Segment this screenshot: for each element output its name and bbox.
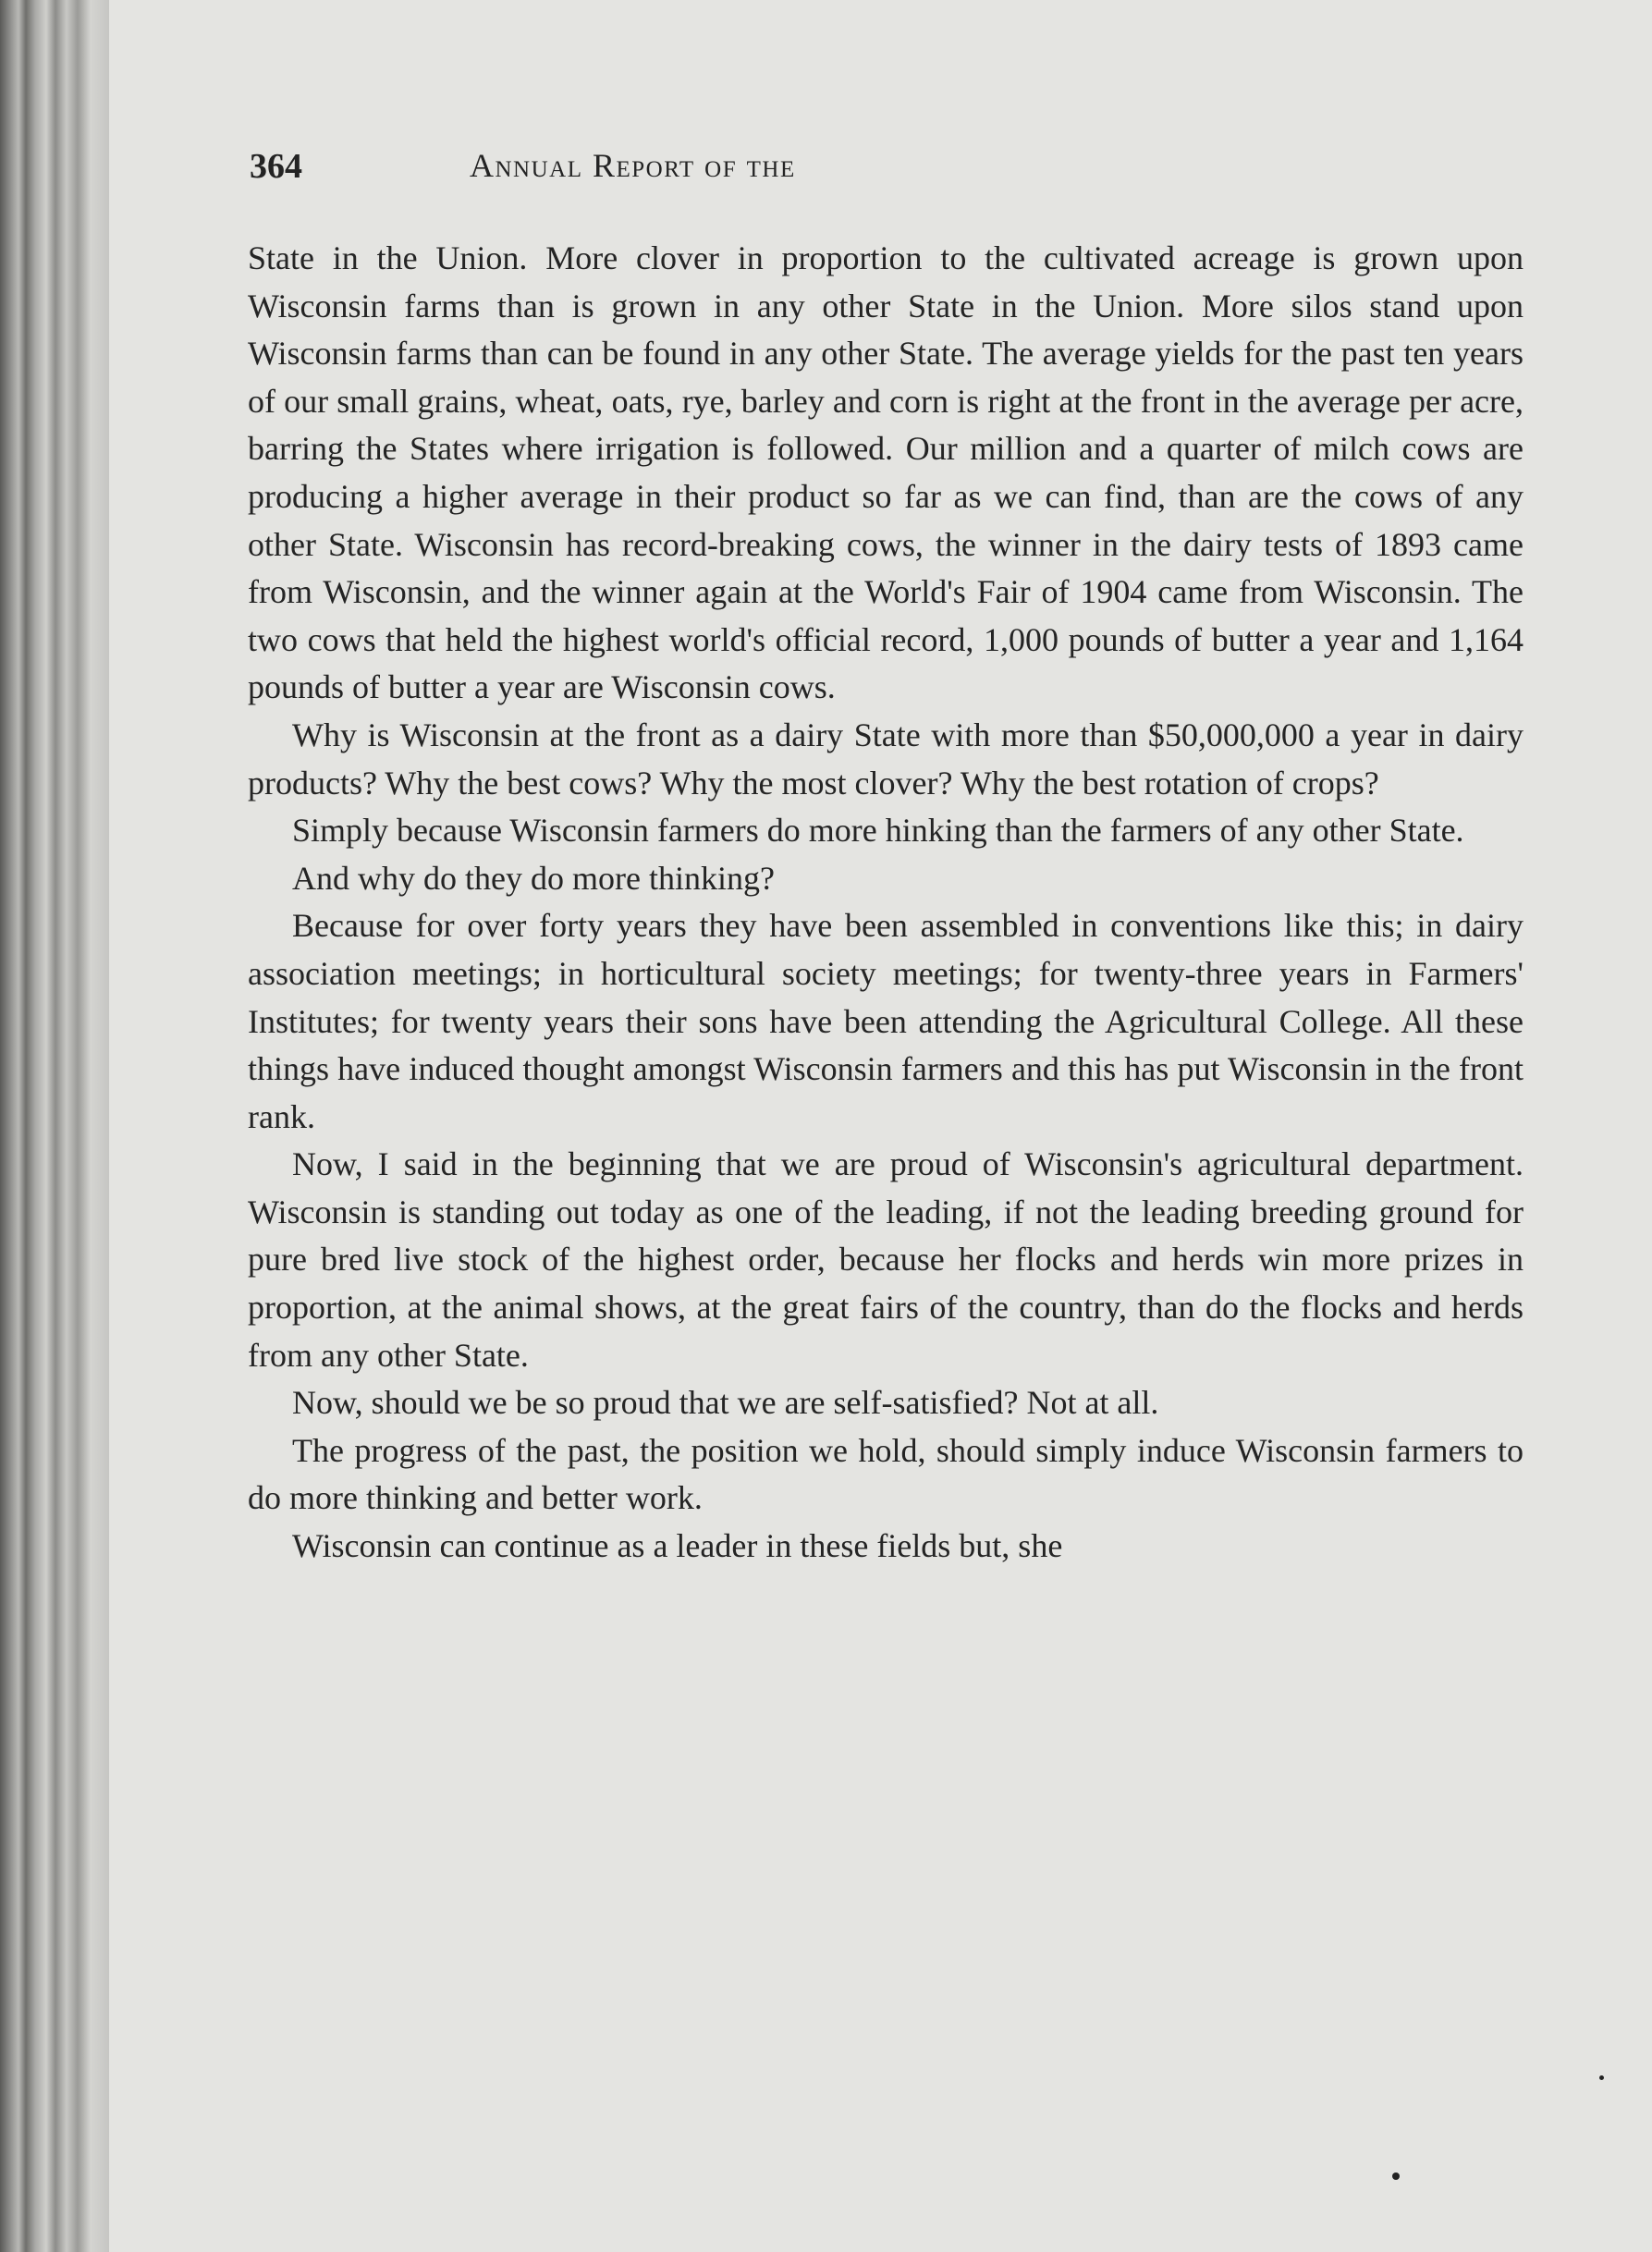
running-title: Annual Report of the — [470, 147, 796, 184]
ink-speck — [1392, 2172, 1400, 2180]
ink-speck — [1599, 2075, 1604, 2080]
paragraph-1: State in the Union. More clover in proportion to the cultivated acreage is grown upon Wisconsin farms than is grown in any other State in the Union. More silos stand upon Wisconsin farms than can be found in any other State. The average yields for the past ten years of our small grains, wheat, oats, rye, barley and corn is right at the front in the average per acre, barring the States where irrigation is followed. Our million and a quarter of milch cows are producing a higher average in their product so far as we can find, than are the cows of any other State. Wisconsin has record-breaking cows, the winner in the dairy tests of 1893 came from Wisconsin, and the winner again at the World's Fair of 1904 came from Wisconsin. The two cows that held the highest world's official record, 1,000 pounds of butter a year and 1,164 pounds of butter a year are Wisconsin cows. — [248, 239, 1524, 706]
body-text — [248, 235, 1524, 1571]
running-head — [250, 146, 1525, 202]
paragraph-8: The progress of the past, the position we hold, should simply induce Wisconsin farmers to do more thinking and better work. — [248, 1431, 1524, 1517]
paragraph-9: Wisconsin can continue as a leader in these fields but, she — [292, 1527, 1063, 1565]
paragraph-2: Why is Wisconsin at the front as a dairy State with more than $50,000,000 a year in dairy products? Why the best cows? Why the most clover? Why the best rotation of crops? — [248, 716, 1524, 802]
paragraph-3: Simply because Wisconsin farmers do more hinking than the farmers of any other State. — [292, 812, 1464, 850]
page-number: 364 — [250, 147, 302, 186]
paragraph-6: Now, I said in the beginning that we are proud of Wisconsin's agricultural department. Wisconsin is standing out today as one of the leading, if not the leading breeding ground for pure bred live stock of the highest order, because her flocks and herds win more prizes in proportion, at the animal shows, at the great fairs of the country, than do the flocks and herds from any other State. — [248, 1145, 1524, 1374]
book-binding-edge — [0, 0, 109, 2252]
paragraph-5: Because for over forty years they have been assembled in conventions like this; in dairy association meetings; in horticultural society meetings; for twenty-three years in Farmers' Institutes; for twenty years their sons have been attending the Agricultural College. All these things have induced thought amongst Wisconsin farmers and this has put Wisconsin in the front rank. — [248, 907, 1524, 1135]
paragraph-4: And why do they do more thinking? — [292, 859, 775, 897]
paragraph-7: Now, should we be so proud that we are self-satisfied? Not at all. — [292, 1384, 1159, 1422]
